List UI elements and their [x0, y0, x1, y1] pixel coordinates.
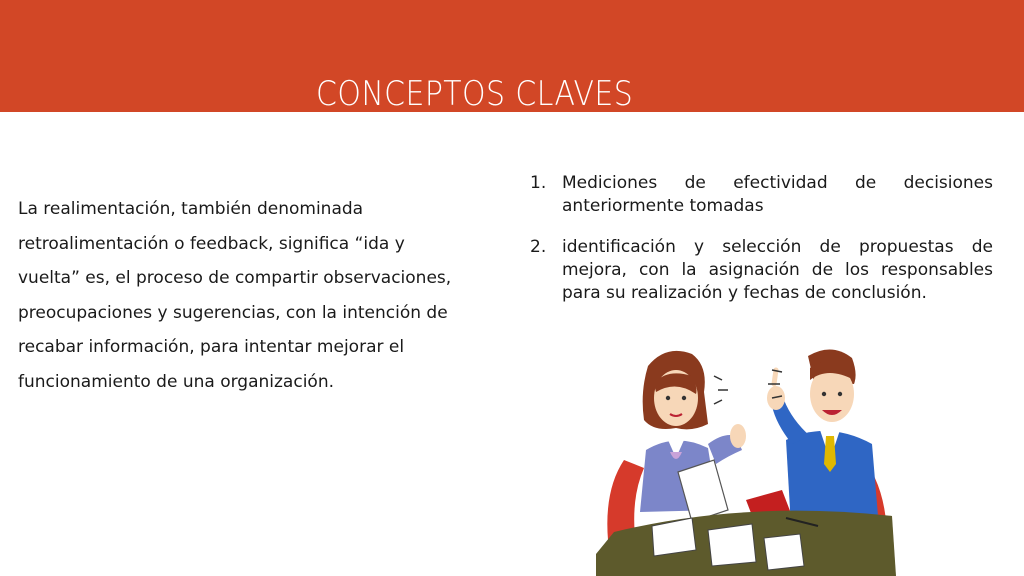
slide-title: CONCEPTOS CLAVES: [316, 74, 634, 114]
list-item: [530, 172, 993, 218]
key-points-list: [530, 172, 993, 323]
table-paper: [708, 524, 756, 566]
paper-sheet: [678, 460, 728, 522]
list-item-number: 1.: [530, 173, 547, 193]
list-item-text: identificación y selección de propuestas de mejora, con la asignación de los responsables para su realización y fechas de conclusión.: [562, 237, 993, 303]
meeting-illustration: [596, 340, 896, 576]
list-item-text: Mediciones de efectividad de decisiones anteriormente tomadas: [562, 173, 993, 216]
table-paper: [764, 534, 804, 570]
list-item-number: 2.: [530, 237, 547, 257]
list-item: [530, 236, 993, 305]
feedback-definition-paragraph: La realimentación, también denominada retroalimentación o feedback, significa “ida y vuelta” es, el proceso de compartir observaciones, preocupaciones y sugerencias, con la intención de recabar información, para intentar mejorar el funcionamiento de una organización.: [18, 199, 452, 392]
